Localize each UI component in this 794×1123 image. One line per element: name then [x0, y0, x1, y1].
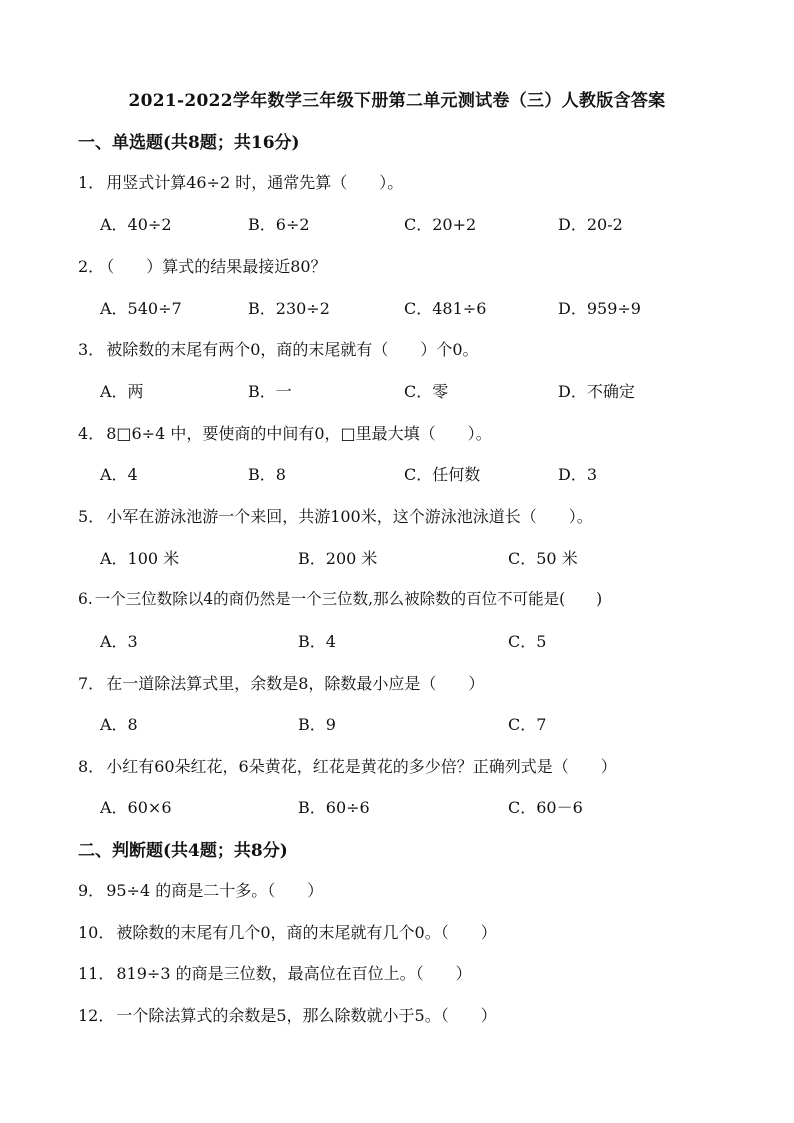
option-d: D．不确定	[558, 382, 635, 401]
question-number: 3．	[78, 340, 105, 359]
question-number: 1．	[78, 173, 105, 192]
question-text: 819÷3 的商是三位数，最高位在百位上。（ ）	[116, 964, 472, 983]
question-4	[78, 421, 492, 444]
option-b: B．9	[298, 715, 336, 734]
section-heading-single-choice: 一、单选题(共8题；共16分)	[78, 133, 300, 153]
question-8	[78, 754, 617, 777]
option-a: A．60×6	[100, 798, 172, 817]
option-b: B．6÷2	[248, 215, 310, 234]
option-c: C．20+2	[404, 215, 477, 234]
question-number: 4．	[78, 424, 105, 443]
option-a: A．两	[100, 382, 144, 401]
option-a: A．4	[100, 465, 138, 484]
option-d: D．20-2	[558, 215, 623, 234]
question-2	[78, 254, 327, 277]
question-text: 用竖式计算46÷2 时，通常先算（ ）。	[106, 173, 404, 192]
option-c: C．481÷6	[404, 299, 487, 318]
question-number: 5．	[78, 507, 105, 526]
question-number: 8．	[78, 757, 105, 776]
question-7	[78, 671, 484, 694]
question-text: 小红有60朵红花，6朵黄花，红花是黄花的多少倍？正确列式是（ ）	[106, 757, 617, 776]
question-text: （ ）算式的结果最接近80？	[106, 257, 327, 276]
question-number: 12．	[78, 1006, 115, 1025]
option-a: A．8	[100, 715, 138, 734]
option-c: C．5	[508, 632, 547, 651]
option-a: A．40÷2	[100, 215, 172, 234]
question-number: 9．	[78, 881, 105, 900]
option-b: B．一	[248, 382, 292, 401]
option-d: D．3	[558, 465, 598, 484]
option-b: B．60÷6	[298, 798, 370, 817]
option-c: C．任何数	[404, 465, 481, 484]
question-text: 8□6÷4 中，要使商的中间有0，□里最大填（ ）。	[106, 424, 492, 443]
question-text: 在一道除法算式里，余数是8，除数最小应是（ ）	[106, 674, 485, 693]
option-b: B．230÷2	[248, 299, 330, 318]
question-number: 10．	[78, 923, 115, 942]
option-a: A．3	[100, 632, 138, 651]
option-b: B．4	[298, 632, 336, 651]
question-number: 6.	[78, 590, 93, 608]
question-9	[78, 878, 323, 901]
question-10	[78, 920, 497, 943]
question-text: 95÷4 的商是二十多。（ ）	[106, 881, 324, 900]
option-d: D．959÷9	[558, 299, 641, 318]
question-5	[78, 504, 593, 527]
question-6	[78, 587, 602, 609]
question-12	[78, 1003, 497, 1026]
option-a: A．100 米	[100, 549, 180, 568]
question-1	[78, 170, 403, 193]
section-heading-true-false: 二、判断题(共4题；共8分)	[78, 841, 288, 861]
option-c: C．7	[508, 715, 547, 734]
option-b: B．8	[248, 465, 286, 484]
question-number: 2．	[78, 257, 105, 276]
question-text: 被除数的末尾有几个0，商的末尾就有几个0。（ ）	[116, 923, 497, 942]
option-c: C．60－6	[508, 798, 583, 817]
question-text: 一个除法算式的余数是5，那么除数就小于5。（ ）	[116, 1006, 497, 1025]
question-3	[78, 337, 479, 360]
option-c: C．50 米	[508, 549, 578, 568]
question-text: 被除数的末尾有两个0，商的末尾就有（ ）个0。	[106, 340, 479, 359]
page-title: 2021-2022学年数学三年级下册第二单元测试卷（三）人教版含答案	[128, 91, 666, 111]
question-text: 一个三位数除以4的商仍然是一个三位数,那么被除数的百位不可能是( )	[94, 590, 603, 608]
option-b: B．200 米	[298, 549, 378, 568]
option-c: C．零	[404, 382, 449, 401]
question-11	[78, 961, 472, 984]
option-a: A．540÷7	[100, 299, 182, 318]
question-text: 小军在游泳池游一个来回，共游100米，这个游泳池泳道长（ ）。	[106, 507, 593, 526]
question-number: 7．	[78, 674, 105, 693]
question-number: 11．	[78, 964, 115, 983]
